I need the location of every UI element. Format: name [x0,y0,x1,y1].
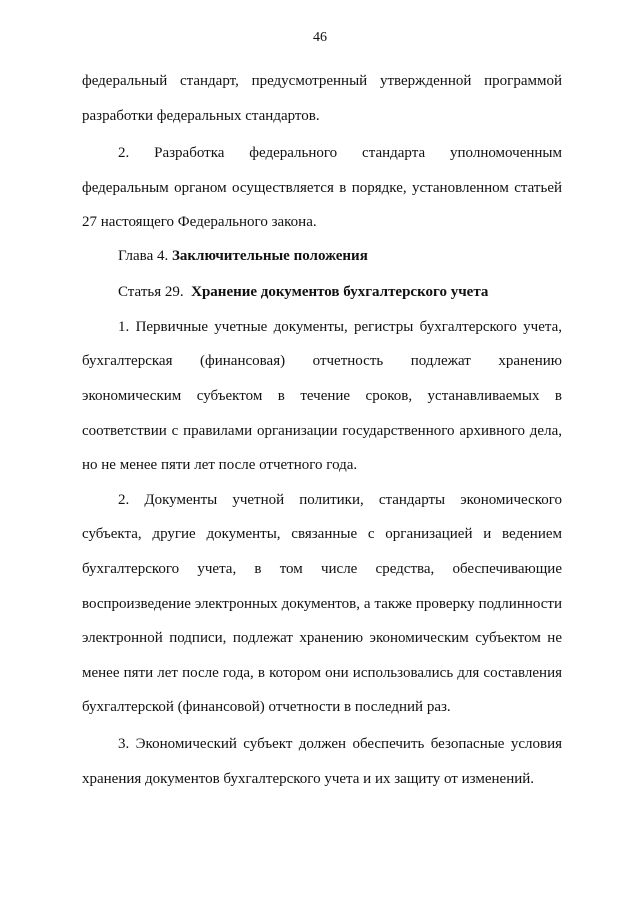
text-line: 27 настоящего Федерального закона. [82,214,317,230]
text-line: бухгалтерская (финансовая) отчетность подлежат хранению [82,353,562,369]
page-number: 46 [313,30,327,45]
article-prefix: Статья 29. [118,284,184,300]
text-line: 2. Разработка федерального стандарта уполномоченным [118,145,562,161]
text-line: бухгалтерского учета, в том числе средства, обеспечивающие [82,561,562,577]
text-line: менее пяти лет после года, в котором они использовались для составления [82,665,562,681]
text-line: но не менее пяти лет после отчетного года. [82,457,358,473]
text-line: 2. Документы учетной политики, стандарты экономического [118,492,562,508]
text-line: федеральный стандарт, предусмотренный утвержденной программой [82,73,562,89]
text-line: бухгалтерской (финансовой) отчетности в последний раз. [82,699,451,715]
chapter-heading [118,247,562,265]
text-line: хранения документов бухгалтерского учета и их защиту от изменений. [82,771,535,787]
article-heading [118,283,562,301]
chapter-prefix: Глава 4. [118,248,169,264]
text-line: воспроизведение электронных документов, а также проверку подлинности [82,596,562,612]
text-line: 3. Экономический субъект должен обеспечить безопасные условия [118,736,562,752]
text-line: экономическим субъектом в течение сроков, устанавливаемых в [82,388,562,404]
text-line: субъекта, другие документы, связанные с организацией и ведением [82,526,562,542]
text-line: соответствии с правилами организации государственного архивного дела, [82,423,562,439]
chapter-title: Заключительные положения [171,248,368,264]
text-line: электронной подписи, подлежат хранению экономическим субъектом не [82,630,562,646]
text-line: федеральным органом осуществляется в порядке, установленном статьей [82,180,562,196]
text-line: 1. Первичные учетные документы, регистры бухгалтерского учета, [118,319,562,335]
article-title: Хранение документов бухгалтерского учета [191,284,489,300]
text-line: разработки федеральных стандартов. [82,108,320,124]
